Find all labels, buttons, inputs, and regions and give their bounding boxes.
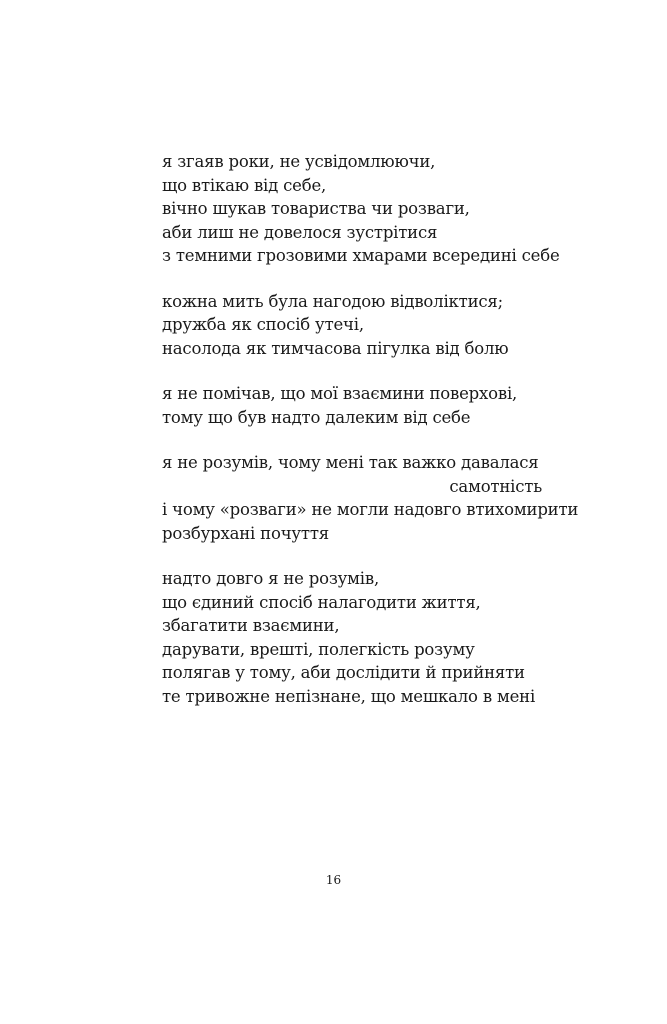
poem-line: кожна мить була нагодою відволіктися; <box>162 291 503 311</box>
poem-line: збагатити взаємини, <box>162 616 340 635</box>
page-number: 16 <box>325 873 342 887</box>
poem-line-overflow: самотність <box>449 476 542 496</box>
poem-line: я згаяв роки, не усвідомлюючи, <box>162 152 436 171</box>
poem-line: що втікаю від себе, <box>162 175 327 195</box>
poem-line: насолода як тимчасова пігулка від болю <box>162 338 509 358</box>
poem-line: з темними грозовими хмарами всередині себе <box>162 246 560 265</box>
poem-line: дружба як спосіб утечі, <box>162 315 364 334</box>
poem-line: дарувати, врешті, полегкість розуму <box>162 639 475 659</box>
poem-line: і чому «розваги» не могли надовго втихомирити <box>162 500 579 519</box>
stanza-5 <box>162 567 562 708</box>
poem-line: полягав у тому, аби дослідити й прийняти <box>162 663 525 682</box>
stanza-2 <box>162 290 562 361</box>
poem-line: я не розумів, чому мені так важко давалася <box>162 453 539 472</box>
poem-line: те тривожне непізнане, що мешкало в мені <box>162 686 536 706</box>
stanza-4 <box>162 451 579 545</box>
stanza-3 <box>162 382 562 429</box>
poem-line: вічно шукав товариства чи розваги, <box>162 199 470 218</box>
stanza-1 <box>162 150 562 268</box>
poem-line: я не помічав, що мої взаємини поверхові, <box>162 384 518 403</box>
poem-body <box>162 150 579 730</box>
poem-line: тому що був надто далеким від себе <box>162 407 471 427</box>
poem-line: розбурхані почуття <box>162 523 329 543</box>
poem-line: надто довго я не розумів, <box>162 569 380 588</box>
poem-line: аби лиш не довелося зустрітися <box>162 222 438 242</box>
poem-line: що єдиний спосіб налагодити життя, <box>162 592 481 612</box>
